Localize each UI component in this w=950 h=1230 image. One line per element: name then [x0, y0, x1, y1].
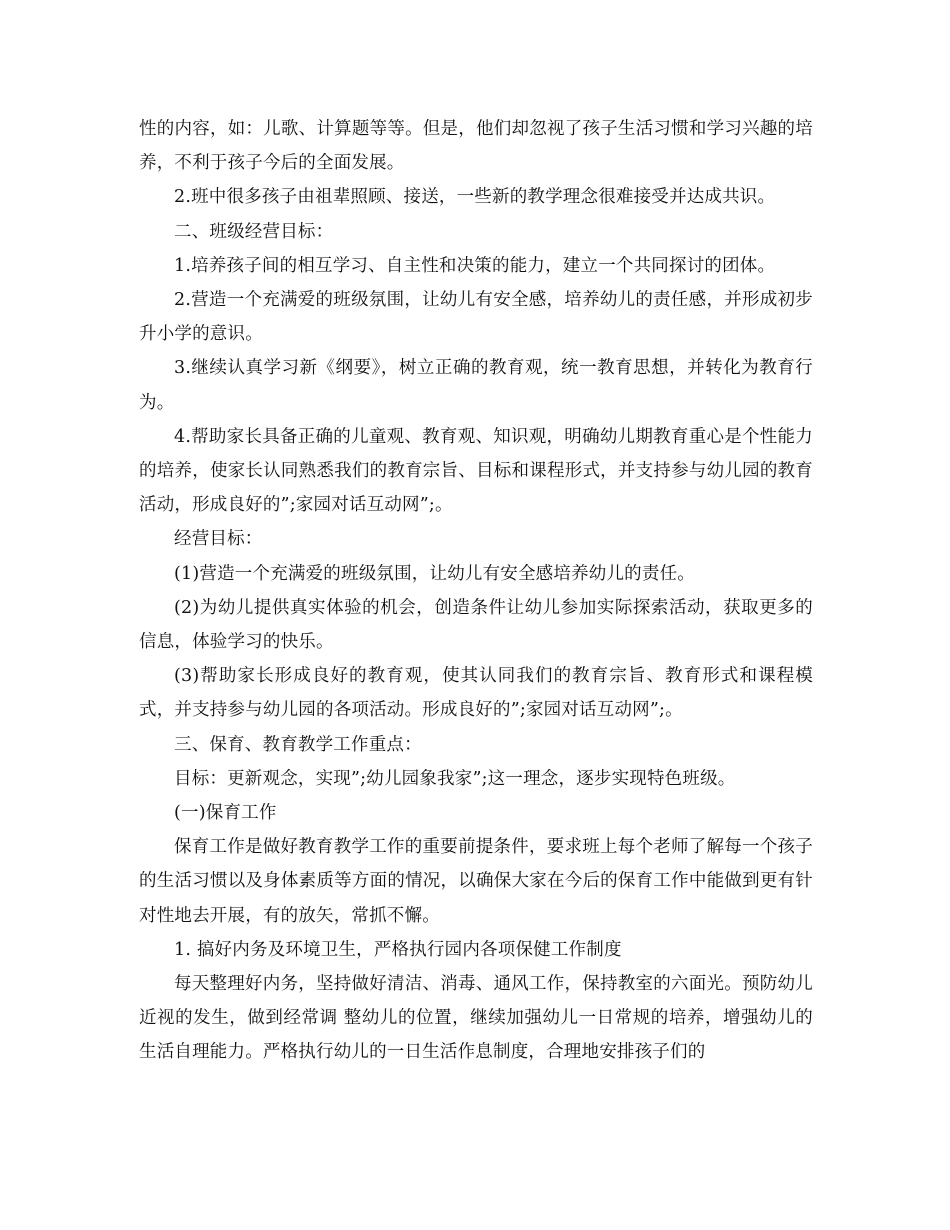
- subheading-care-work: (一)保育工作: [174, 803, 277, 824]
- paragraph-continuation: 性的内容，如：儿歌、计算题等等。但是，他们却忽视了孩子生活习惯和学习兴趣的培养，不利于孩子今后的全面发展。: [139, 119, 813, 174]
- management-goal-1: (1)营造一个充满爱的班级氛围，让幼儿有安全感培养幼儿的责任。: [174, 563, 695, 584]
- goal-item-2: 2.营造一个充满爱的班级氛围，让幼儿有安全感，培养幼儿的责任感，并形成初步升小学的意识。: [139, 290, 813, 345]
- teaching-focus-goal: 目标：更新观念，实现”;幼儿园象我家”;这一理念，逐步实现特色班级。: [174, 768, 736, 789]
- care-item-1-heading: 1. 搞好内务及环境卫生，严格执行园内各项保健工作制度: [174, 939, 622, 960]
- section-heading-teaching-focus: 三、保育、教育教学工作重点：: [174, 734, 422, 755]
- management-goal-3: (3)帮助家长形成良好的教育观，使其认同我们的教育宗旨、教育形式和课程模式，并支持参与幼儿园的各项活动。形成良好的”;家园对话互动网”;。: [139, 666, 813, 721]
- subheading-management-goals: 经营目标：: [174, 529, 263, 550]
- care-item-1-body: 每天整理好内务，坚持做好清洁、消毒、通风工作，保持教室的六面光。预防幼儿近视的发生，做到经常调 整幼儿的位置，继续加强幼儿一日常规的培养，增强幼儿的生活自理能力。严格执行幼儿的一日生活作息制度，合理地安排孩子们的: [139, 974, 813, 1063]
- goal-item-1: 1.培养孩子间的相互学习、自主性和决策的能力，建立一个共同探讨的团体。: [174, 255, 776, 276]
- paragraph-item-2: 2.班中很多孩子由祖辈照顾、接送，一些新的教学理念很难接受并达成共识。: [174, 187, 776, 208]
- care-work-paragraph: 保育工作是做好教育教学工作的重要前提条件，要求班上每个老师了解每一个孩子的生活习惯以及身体素质等方面的情况，以确保大家在今后的保育工作中能做到更有针对性地去开展，有的放矢，常抓不懈。: [139, 837, 813, 926]
- goal-item-4: 4.帮助家长具备正确的儿童观、教育观、知识观，明确幼儿期教育重心是个性能力的培养，使家长认同熟悉我们的教育宗旨、目标和课程形式，并支持参与幼儿园的教育活动，形成良好的”;家园对话互动网”;。: [139, 426, 813, 516]
- management-goal-2: (2)为幼儿提供真实体验的机会，创造条件让幼儿参加实际探索活动，获取更多的信息，体验学习的快乐。: [139, 597, 813, 653]
- goal-item-3: 3.继续认真学习新《纲要》，树立正确的教育观，统一教育思想，并转化为教育行为。: [139, 358, 813, 413]
- document-body: [139, 112, 813, 1070]
- section-heading-class-goals: 二、班级经营目标：: [174, 221, 334, 242]
